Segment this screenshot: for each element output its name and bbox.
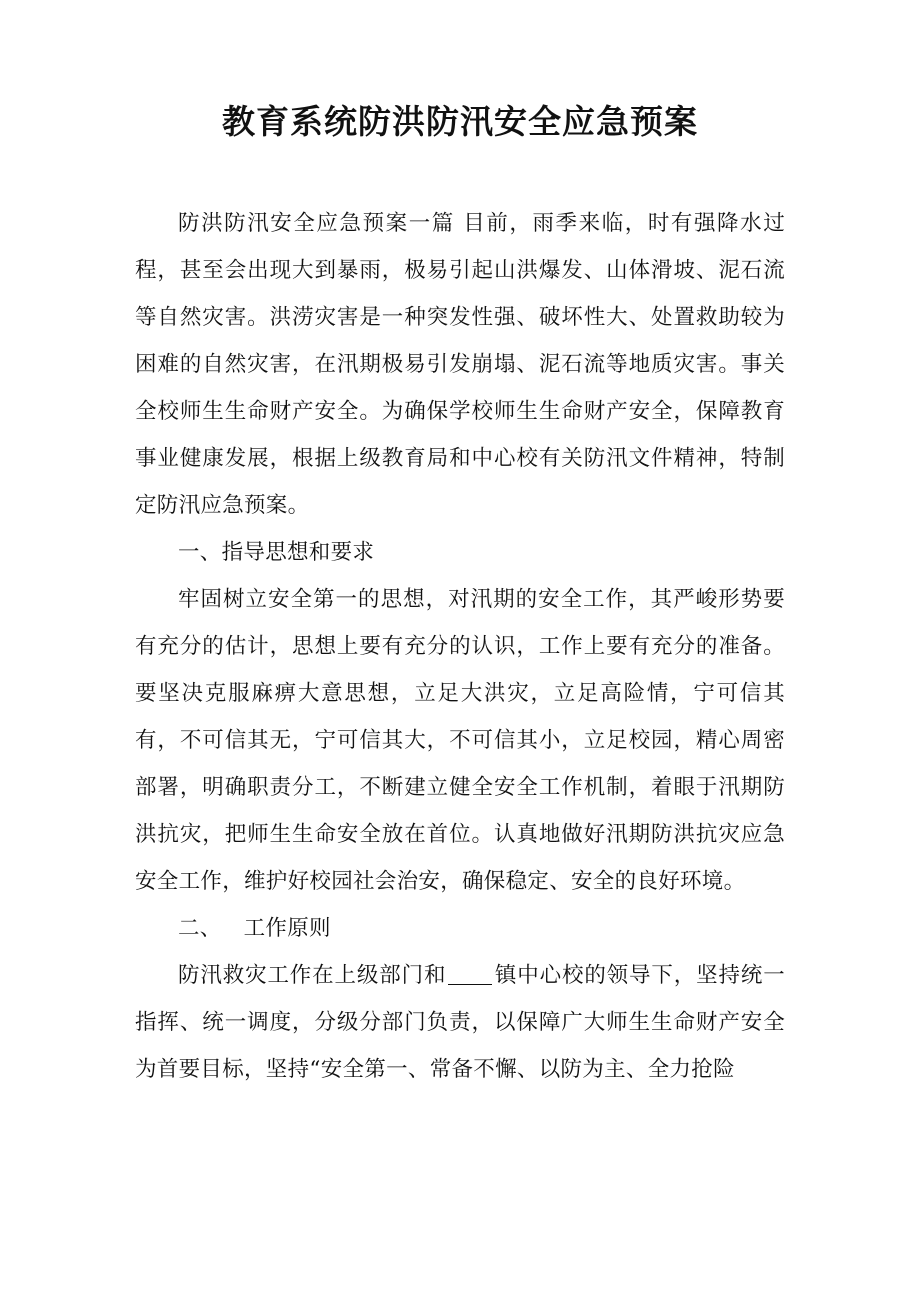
intro-paragraph: 防洪防汛安全应急预案一篇 目前，雨季来临，时有强降水过程，甚至会出现大到暴雨，极易引起山洪爆发、山体滑坡、泥石流等自然灾害。洪涝灾害是一种突发性强、破坏性大、处置救助较为困难的自然灾害，在汛期极易引发崩塌、泥石流等地质灾害。事关全校师生生命财产安全。为确保学校师生生命财产安全，保障教育事业健康发展，根据上级教育局和中心校有关防汛文件精神，特制定防汛应急预案。 [135,211,785,518]
section-paragraph-guiding-principles: 牢固树立安全第一的思想，对汛期的安全工作，其严峻形势要有充分的估计，思想上要有充分的认识，工作上要有充分的准备。要坚决克服麻痹大意思想，立足大洪灾，立足高险情，宁可信其有，不可信其无，宁可信其大，不可信其小，立足校园，精心周密部署，明确职责分工，不断建立健全安全工作机制，着眼于汛期防洪抗灾，把师生生命安全放在首位。认真地做好汛期防洪抗灾应急安全工作，维护好校园社会治安，确保稳定、安全的良好环境。 [135,587,785,894]
section-paragraph-work-principles [135,952,785,1093]
document-title: 教育系统防洪防汛安全应急预案 [222,102,698,141]
fill-in-blank-line [448,964,492,985]
document-body [135,200,785,1093]
paragraph-text-part1: 防汛救灾工作在上级部门和 [178,963,447,988]
paragraph-text-part2: 镇中心校的领导下，坚持统一指挥、统一调度，分级分部门负责，以保障广大师生生命财产安全为首要目标，坚持“安全第一、常备不懈、以防为主、全力抢险 [135,963,786,1082]
section-heading-work-principles [135,905,785,952]
section-heading-number: 二、 [178,916,222,941]
section-heading-text: 工作原则 [243,916,331,941]
section-heading-guiding-principles: 一、指导思想和要求 [178,540,375,565]
